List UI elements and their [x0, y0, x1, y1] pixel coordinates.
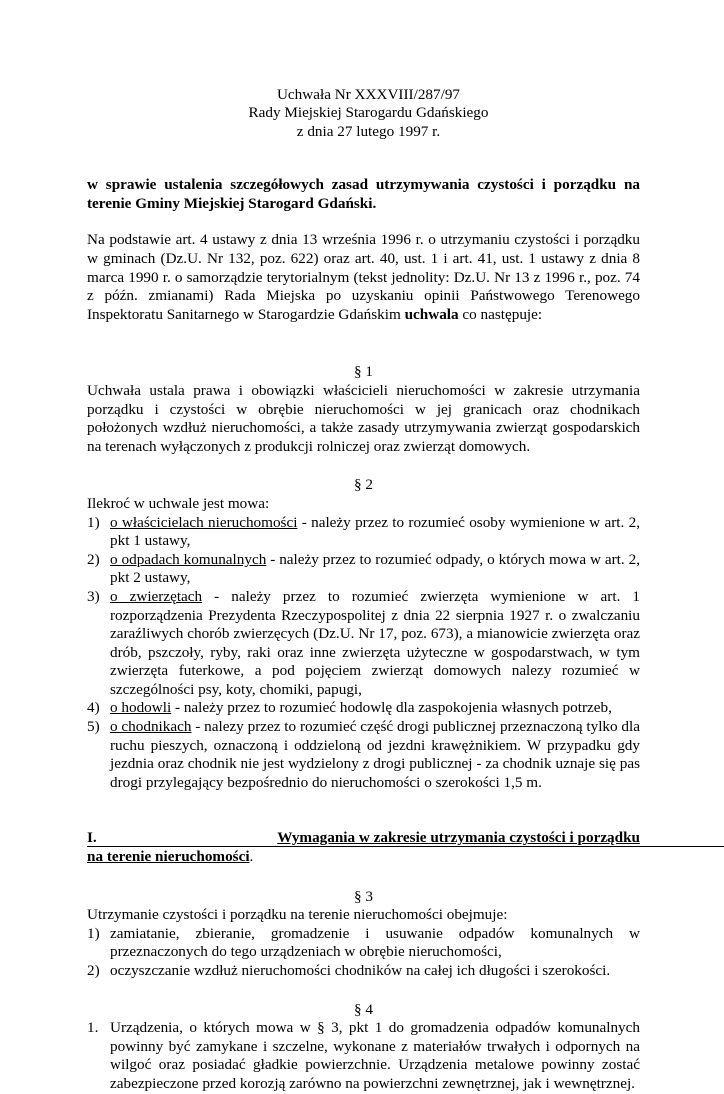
- containers-list: [87, 1019, 640, 1093]
- list-item-body: [110, 588, 640, 700]
- chapter-heading-rule: [87, 846, 724, 847]
- section-heading-4: § 4: [354, 1000, 373, 1018]
- definition-text: - należy przez to rozumieć osoby wymienione w art. 2, pkt 1 ustawy,: [110, 513, 640, 550]
- legal-basis-paragraph: [87, 231, 640, 324]
- legal-basis-bold-word: uchwala: [404, 305, 459, 323]
- chapter-heading-row: [87, 829, 640, 848]
- section-2-lead: Ilekroć w uchwale jest mowa:: [87, 494, 270, 512]
- list-item-number: 1): [87, 513, 100, 531]
- list-item: [87, 925, 640, 962]
- legal-basis-text: Na podstawie art. 4 ustawy z dnia 13 września 1996 r. o utrzymaniu czystości i porządku w gminach (Dz.U. Nr 132, poz. 622) oraz art. 40, ust. 1 i art. 41, ust. 1 ustawy z dnia 8 marca 1990 r. o samorządzie terytorialnym (tekst jednolity: Dz.U. Nr 13 z 1996 r., poz. 74 z późn. zmianami) Rada Miejska po uzyskaniu opinii Państwowego Terenowego Inspektoratu Sanitarnego w Starogardzie Gdańskim: [87, 231, 640, 323]
- definition-text: - należy przez to rozumieć hodowlę dla zaspokojenia własnych potrzeb,: [171, 699, 612, 717]
- defined-term: o hodowli: [110, 699, 172, 717]
- legal-basis-tail: co następuje:: [458, 305, 543, 323]
- definition-text: - należy przez to rozumieć odpady, o których mowa w art. 2, pkt 2 ustawy,: [110, 550, 640, 587]
- list-item: [87, 718, 640, 792]
- list-item-number: 3): [87, 587, 100, 605]
- defined-term: o chodnikach: [110, 718, 192, 736]
- definition-text: - nalezy przez to rozumieć część drogi publicznej przeznaczoną tylko dla ruchu pieszych, oznaczoną i oddzieloną od jezdni krawężnikiem. W przypadku gdy jezdnia oraz chodnik nie jest wydzielony z drogi publicznej - za chodnik uznaje się pas drogi przylegający bezpośrednio do nieruchomości o szerokości 1,5 m.: [110, 718, 640, 791]
- list-item-number: 2): [87, 962, 100, 979]
- list-item: [87, 962, 640, 981]
- list-item-body: zamiatanie, zbieranie, gromadzenie i usuwanie odpadów komunalnych w przeznaczonych do tego urządzeniach w obrębie nieruchomości,: [110, 924, 640, 961]
- resolution-number: Uchwała Nr XXXVIII/287/97: [276, 86, 461, 103]
- section-3-lead: Utrzymanie czystości i porządku na terenie nieruchomości obejmuje:: [87, 906, 508, 924]
- list-item-number: 5): [87, 718, 100, 736]
- chapter-title-line2-wrap: [87, 848, 640, 867]
- list-item: [87, 1019, 640, 1093]
- list-item-body: oczyszczanie wzdłuż nieruchomości chodników na całej ich długości i szerokości.: [110, 962, 611, 979]
- list-item: [87, 699, 640, 718]
- definition-text: - należy przez to rozumieć zwierzęta wymienione w art. 1 rozporządzenia Prezydenta Rzeczypospolitej z dnia 22 sierpnia 1927 r. o zwalczaniu zaraźliwych chorób zwierzęcych (Dz.U. Nr 17, poz. 673), a mianowicie zwierzęta oraz drób, pszczoły, ryby, raki oraz inne zwierzęta użyteczne w gospodarstwach, w tym zwierzęta futerkowe, a pod pojęciem zwierząt domowych nalezy rozumieć w szczególności psy, koty, chomiki, papugi,: [110, 587, 640, 698]
- chapter-heading: [87, 829, 640, 866]
- section-heading-1: § 1: [354, 363, 373, 381]
- section-heading-3: § 3: [354, 887, 373, 905]
- document-header: [97, 86, 640, 141]
- list-item-number: 2): [87, 550, 100, 568]
- chapter-number: I.: [87, 829, 97, 847]
- chapter-title-line1: Wymagania w zakresie utrzymania czystości i porządku: [277, 829, 640, 847]
- resolution-subject: w sprawie ustalenia szczegółowych zasad utrzymywania czystości i porządku na terenie Gminy Miejskiej Starogard Gdański.: [87, 176, 640, 212]
- list-item-body: [110, 699, 640, 718]
- definitions-list: [87, 514, 640, 793]
- list-item: [87, 514, 640, 551]
- chapter-title-line2: na terenie nieruchomości: [87, 848, 250, 866]
- list-item-number: 1): [87, 924, 100, 942]
- defined-term: o zwierzętach: [110, 587, 203, 605]
- list-item-number: 1.: [87, 1019, 99, 1037]
- list-item-body: Urządzenia, o których mowa w § 3, pkt 1 do gromadzenia odpadów komunalnych powinny być zamykane i szczelne, wykonane z materiałów trwałych i odpornych na wilgoć oraz posiadać gładkie powierzchnie. Urządzenia metalowe powinny zostać zabezpieczone przed korozją zarówno na powierzchni zewnętrznej, jak i wewnętrznej.: [110, 1019, 640, 1092]
- section-1-text: Uchwała ustala prawa i obowiązki właścicieli nieruchomości w zakresie utrzymania porządku i czystości w obrębie nieruchomości w jej granicach oraz chodnikach położonych wzdłuż nieruchomości, a także zasady utrzymywania zwierząt gospodarskich na terenach wyłączonych z produkcji rolniczej oraz zwierząt domowych.: [87, 381, 640, 455]
- document-page: [87, 86, 640, 1094]
- list-item-body: [110, 718, 640, 792]
- council-name: Rady Miejskiej Starogardu Gdańskiego: [248, 104, 489, 122]
- chapter-title-period: .: [249, 848, 254, 866]
- list-item-number: 4): [87, 699, 100, 717]
- defined-term: o właścicielach nieruchomości: [110, 513, 298, 531]
- resolution-date: z dnia 27 lutego 1997 r.: [296, 122, 441, 140]
- section-heading-2: § 2: [354, 476, 373, 494]
- list-item-body: [110, 551, 640, 588]
- list-item: [87, 551, 640, 588]
- list-item-body: [110, 514, 640, 551]
- cleaning-scope-list: [87, 925, 640, 981]
- list-item: [87, 588, 640, 700]
- defined-term: o odpadach komunalnych: [110, 550, 267, 568]
